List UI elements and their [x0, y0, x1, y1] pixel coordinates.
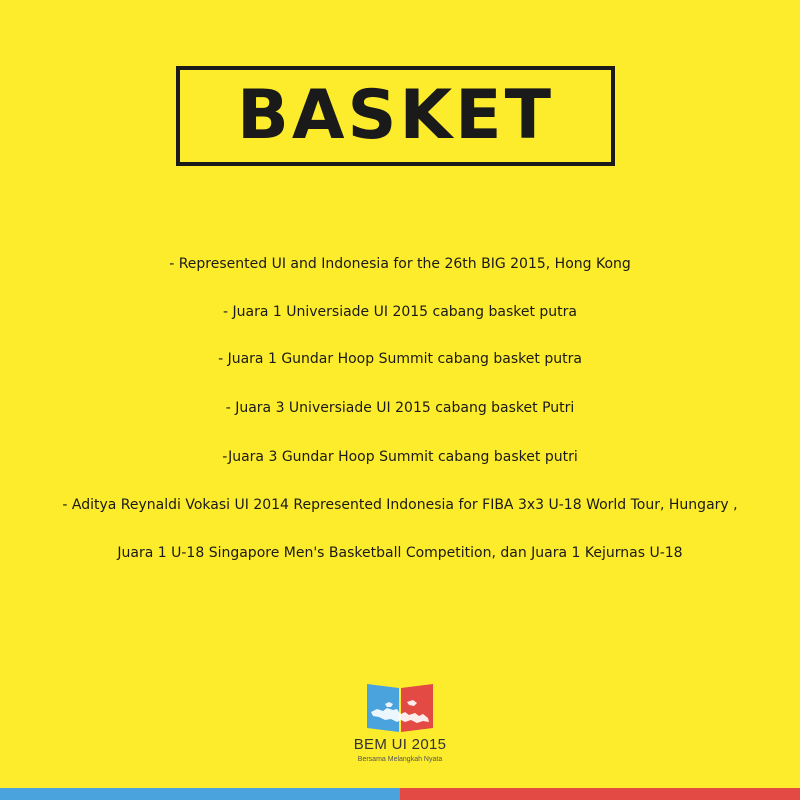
achievement-item: - Juara 3 Universiade UI 2015 cabang basket Putri — [225, 400, 575, 416]
achievement-item: - Juara 1 Gundar Hoop Summit cabang basket putra — [218, 351, 582, 367]
achievement-item: -Juara 3 Gundar Hoop Summit cabang basket putri — [222, 449, 578, 465]
bottom-bar-red — [400, 788, 800, 800]
book-map-icon — [365, 682, 435, 734]
page-title: BASKET — [237, 76, 554, 155]
achievement-item: Juara 1 U-18 Singapore Men's Basketball Competition, dan Juara 1 Kejurnas U-18 — [117, 545, 683, 561]
bem-ui-logo — [330, 680, 470, 780]
achievement-item: - Juara 1 Universiade UI 2015 cabang basket putra — [223, 304, 577, 320]
logo-name: BEM UI 2015 — [353, 736, 447, 753]
achievement-item: - Represented UI and Indonesia for the 26th BIG 2015, Hong Kong — [169, 256, 631, 272]
achievement-item: - Aditya Reynaldi Vokasi UI 2014 Represented Indonesia for FIBA 3x3 U-18 World Tour, Hungary , — [62, 497, 738, 513]
bottom-bar-blue — [0, 788, 400, 800]
bottom-color-bar — [0, 788, 800, 800]
logo-tagline: Bersama Melangkah Nyata — [357, 756, 443, 763]
